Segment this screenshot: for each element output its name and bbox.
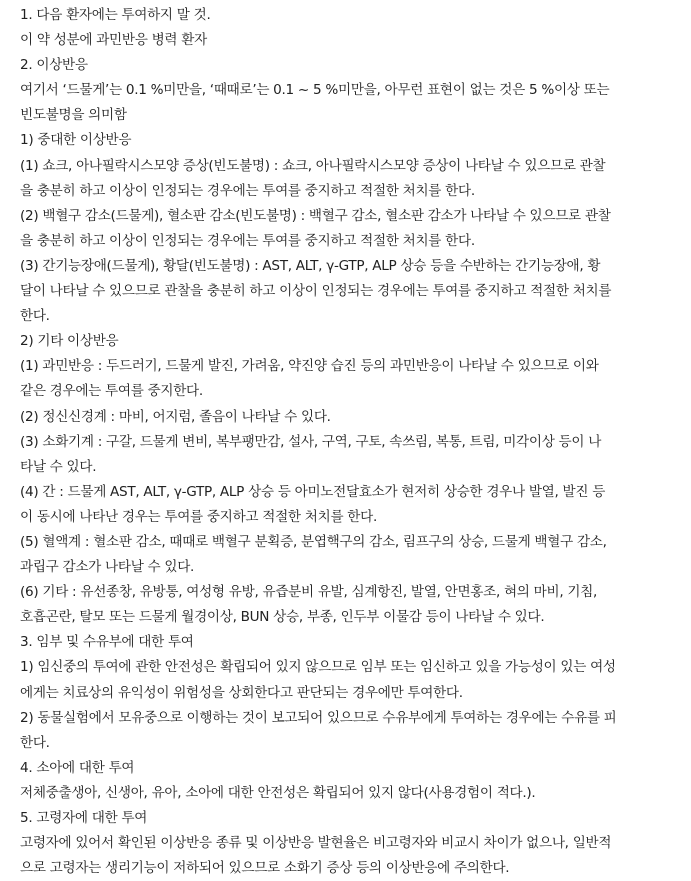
text-line: 달이 나타날 수 있으므로 관찰을 충분히 하고 이상이 인정되는 경우에는 투여를 중지하고 적절한 처치를: [20, 283, 612, 300]
text-line: 1. 다음 환자에는 투여하지 말 것.: [20, 7, 211, 23]
text-line: 2. 이상반응: [20, 57, 88, 74]
text-line: (2) 정신신경계 : 마비, 어지럼, 졸음이 나타날 수 있다.: [20, 408, 331, 425]
text-line: (1) 쇼크, 아나필락시스모양 증상(빈도불명) : 쇼크, 아나필락시스모양 증상이 나타날 수 있으므로 관찰: [20, 157, 606, 174]
text-line: 3. 임부 및 수유부에 대한 투여: [20, 634, 194, 651]
text-line: (6) 기타 : 유선종창, 유방통, 여성형 유방, 유즙분비 유발, 심계항진, 발열, 안면홍조, 혀의 마비, 기침,: [20, 584, 598, 601]
text-line: 을 충분히 하고 이상이 인정되는 경우에는 투여를 중지하고 적절한 처치를 한다.: [20, 182, 475, 199]
text-line: (5) 혈액계 : 혈소판 감소, 때때로 백혈구 분획증, 분엽핵구의 감소, 림프구의 상승, 드물게 백혈구 감소,: [20, 533, 607, 550]
text-line: 1) 임신중의 투여에 관한 안전성은 확립되어 있지 않으므로 임부 또는 임신하고 있을 가능성이 있는 여성: [20, 659, 616, 676]
text-line: 빈도불명을 의미함: [20, 107, 127, 124]
text-line: (3) 간기능장애(드물게), 황달(빈도불명) : AST, ALT, γ-GTP, ALP 상승 등을 수반하는 간기능장애, 황: [20, 257, 601, 274]
text-line: (2) 백혈구 감소(드물게), 혈소판 감소(빈도불명) : 백혈구 감소, 혈소판 감소가 나타날 수 있으므로 관찰: [20, 207, 611, 224]
text-line: 에게는 치료상의 유익성이 위험성을 상회한다고 판단되는 경우에만 투여한다.: [20, 684, 463, 701]
text-line: 호흡곤란, 탈모 또는 드물게 월경이상, BUN 상승, 부종, 인두부 이물감 등이 나타날 수 있다.: [20, 609, 545, 626]
text-line: 고령자에 있어서 확인된 이상반응 종류 및 이상반응 발현율은 비고령자와 비교시 차이가 없으나, 일반적: [20, 835, 612, 852]
text-line: 2) 기타 이상반응: [20, 333, 119, 350]
text-line: (1) 과민반응 : 두드러기, 드물게 발진, 가려움, 약진양 습진 등의 과민반응이 나타날 수 있으므로 이와: [20, 358, 599, 375]
text-line: 저체중출생아, 신생아, 유아, 소아에 대한 안전성은 확립되어 있지 않다(사용경험이 적다.).: [20, 784, 536, 801]
text-line: 타날 수 있다.: [20, 458, 97, 475]
text-line: 2) 동물실험에서 모유중으로 이행하는 것이 보고되어 있으므로 수유부에게 투여하는 경우에는 수유를 피: [20, 709, 617, 726]
text-line: 여기서 ‘드물게’는 0.1 %미만을, ‘때때로’는 0.1 ~ 5 %미만을, 아무런 표현이 없는 것은 5 %이상 또는: [20, 82, 610, 99]
text-line: 4. 소아에 대한 투여: [20, 759, 135, 776]
text-line: 을 충분히 하고 이상이 인정되는 경우에는 투여를 중지하고 적절한 처치를 한다.: [20, 232, 475, 249]
text-line: 으로 고령자는 생리기능이 저하되어 있으므로 소화기 증상 등의 이상반응에 주의한다.: [20, 860, 510, 877]
text-line: 이 동시에 나타난 경우는 투여를 중지하고 적절한 처치를 한다.: [20, 508, 377, 525]
text-line: 같은 경우에는 투여를 중지한다.: [20, 383, 203, 400]
text-line: 5. 고령자에 대한 투여: [20, 810, 148, 826]
text-line: (3) 소화기계 : 구갈, 드물게 변비, 복부팽만감, 설사, 구역, 구토, 속쓰림, 복통, 트림, 미각이상 등이 나: [20, 433, 602, 450]
text-line: 이 약 성분에 과민반응 병력 환자: [20, 32, 207, 49]
text-line: 한다.: [20, 734, 50, 751]
text-line: 한다.: [20, 308, 50, 325]
text-line: (4) 간 : 드물게 AST, ALT, γ-GTP, ALP 상승 등 아미노전달효소가 현저히 상승한 경우나 발열, 발진 등: [20, 483, 606, 500]
text-line: 과립구 감소가 나타날 수 있다.: [20, 559, 195, 576]
text-line: 1) 중대한 이상반응: [20, 132, 132, 149]
